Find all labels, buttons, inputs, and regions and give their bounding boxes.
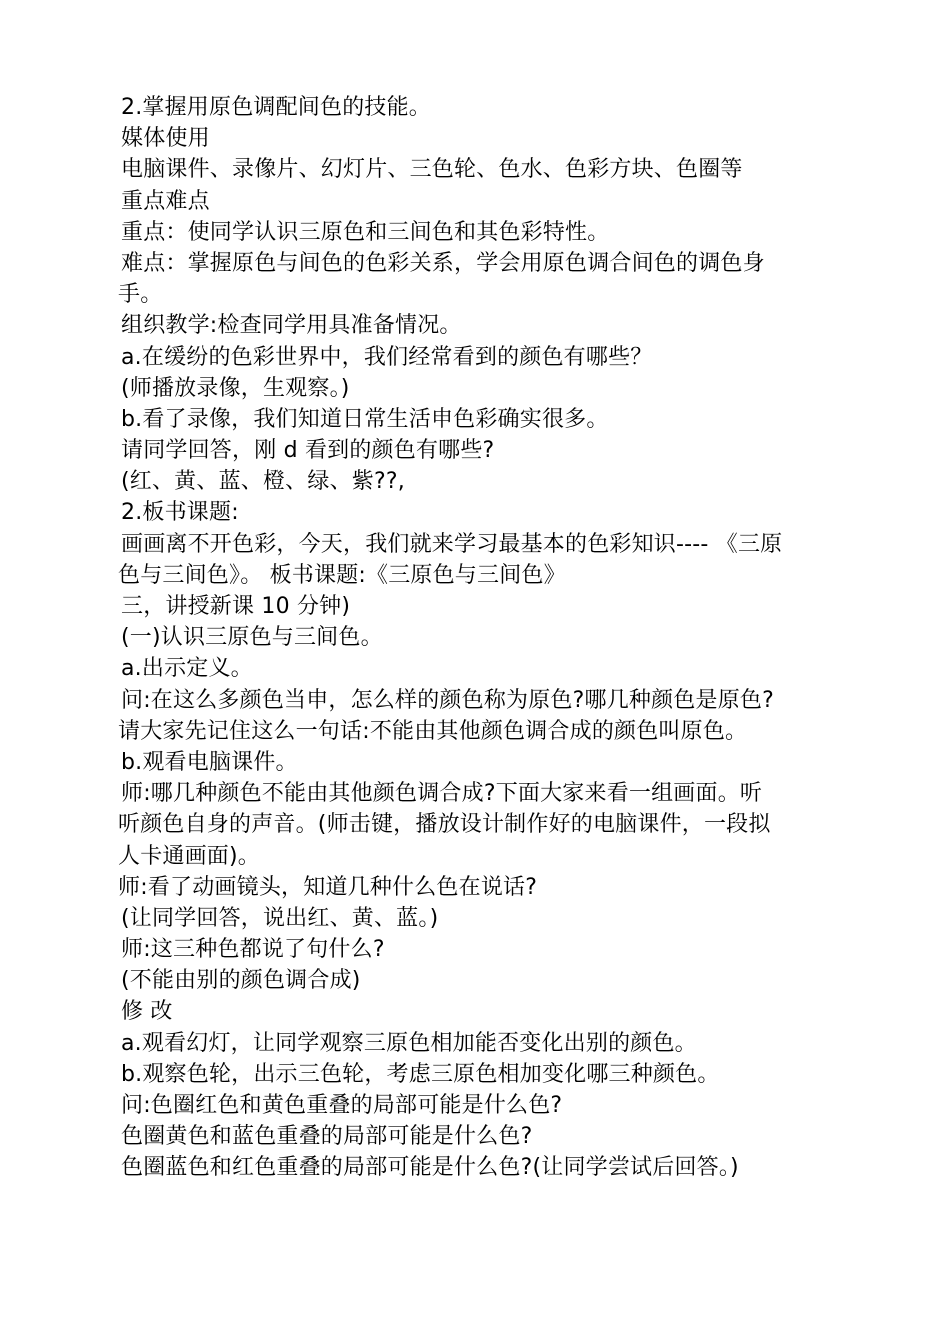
text-line: 听颜色自身的声音。(师击键，播放设计制作好的电脑课件，一段拟	[118, 812, 771, 838]
text-line: 手。	[118, 282, 163, 308]
text-line: 问:在这么多颜色当申，怎么样的颜色称为原色?哪几种颜色是原色?	[121, 687, 774, 713]
text-line: 2.板书课题:	[121, 500, 239, 526]
text-line: 组织教学:检查同学用具准备情况。	[121, 313, 462, 339]
text-line: 三，讲授新课 10 分钟)	[121, 594, 351, 619]
text-line: 电脑课件、录像片、幻灯片、三色轮、色水、色彩方块、色圈等	[121, 157, 743, 183]
text-line: 问:色圈红色和黄色重叠的局部可能是什么色?	[121, 1093, 563, 1118]
text-line: 画画离不开色彩，今天，我们就来学习最基本的色彩知识---- 《三原	[121, 531, 783, 557]
text-line: 色圈黄色和蓝色重叠的局部可能是什么色?	[121, 1124, 533, 1150]
text-line: 请大家先记住这么一句话:不能由其他颜色调合成的颜色叫原色。	[118, 718, 748, 744]
text-line: 师:哪几种颜色不能由其他颜色调合成?下面大家来看一组画面。听	[121, 781, 763, 807]
text-line: b.观察色轮，出示三色轮，考虑三原色相加变化哪三种颜色。	[121, 1061, 720, 1087]
text-line: 难点：掌握原色与间色的色彩关系，学会用原色调合间色的调色身	[121, 250, 765, 276]
section-heading: 媒体使用	[121, 126, 210, 152]
text-line: (不能由别的颜色调合成)	[121, 968, 361, 994]
text-line: 师:这三种色都说了句什么?	[121, 937, 385, 963]
text-line: (师播放录像，生观察。)	[121, 375, 350, 401]
text-line: 2.掌握用原色调配间色的技能。	[121, 95, 431, 120]
text-line: a.观看幻灯，让同学观察三原色相加能否变化出别的颜色。	[121, 1030, 697, 1056]
text-line: a.在缓纷的色彩世界中，我们经常看到的颜色有哪些？	[121, 344, 653, 370]
text-line: a.出示定义。	[121, 656, 253, 682]
text-line: 色与三间色》。 板书课题:《三原色与三间色》	[118, 562, 566, 588]
text-line: b.观看电脑课件。	[121, 749, 298, 775]
section-heading: 修 改	[121, 999, 173, 1025]
text-line: (红、黄、蓝、橙、绿、紫??,	[121, 469, 405, 495]
text-line: 重点：使同学认识三原色和三间色和其色彩特性。	[121, 219, 610, 245]
text-line: 师:看了动画镜头，知道几种什么色在说话?	[118, 874, 538, 900]
document-body	[118, 92, 838, 1184]
section-heading: 重点难点	[121, 188, 210, 214]
text-line: b.看了录像，我们知道日常生活申色彩确实很多。	[121, 406, 609, 432]
text-line: 请同学回答，刚 d 看到的颜色有哪些?	[121, 438, 495, 464]
text-line: 人卡通画面)。	[118, 843, 260, 869]
text-line: (一)认识三原色与三间色。	[121, 625, 383, 651]
text-line: (让同学回答，说出红、黄、蓝。)	[121, 905, 439, 931]
text-line: 色圈蓝色和红色重叠的局部可能是什么色?(让同学尝试后回答。)	[121, 1155, 739, 1181]
